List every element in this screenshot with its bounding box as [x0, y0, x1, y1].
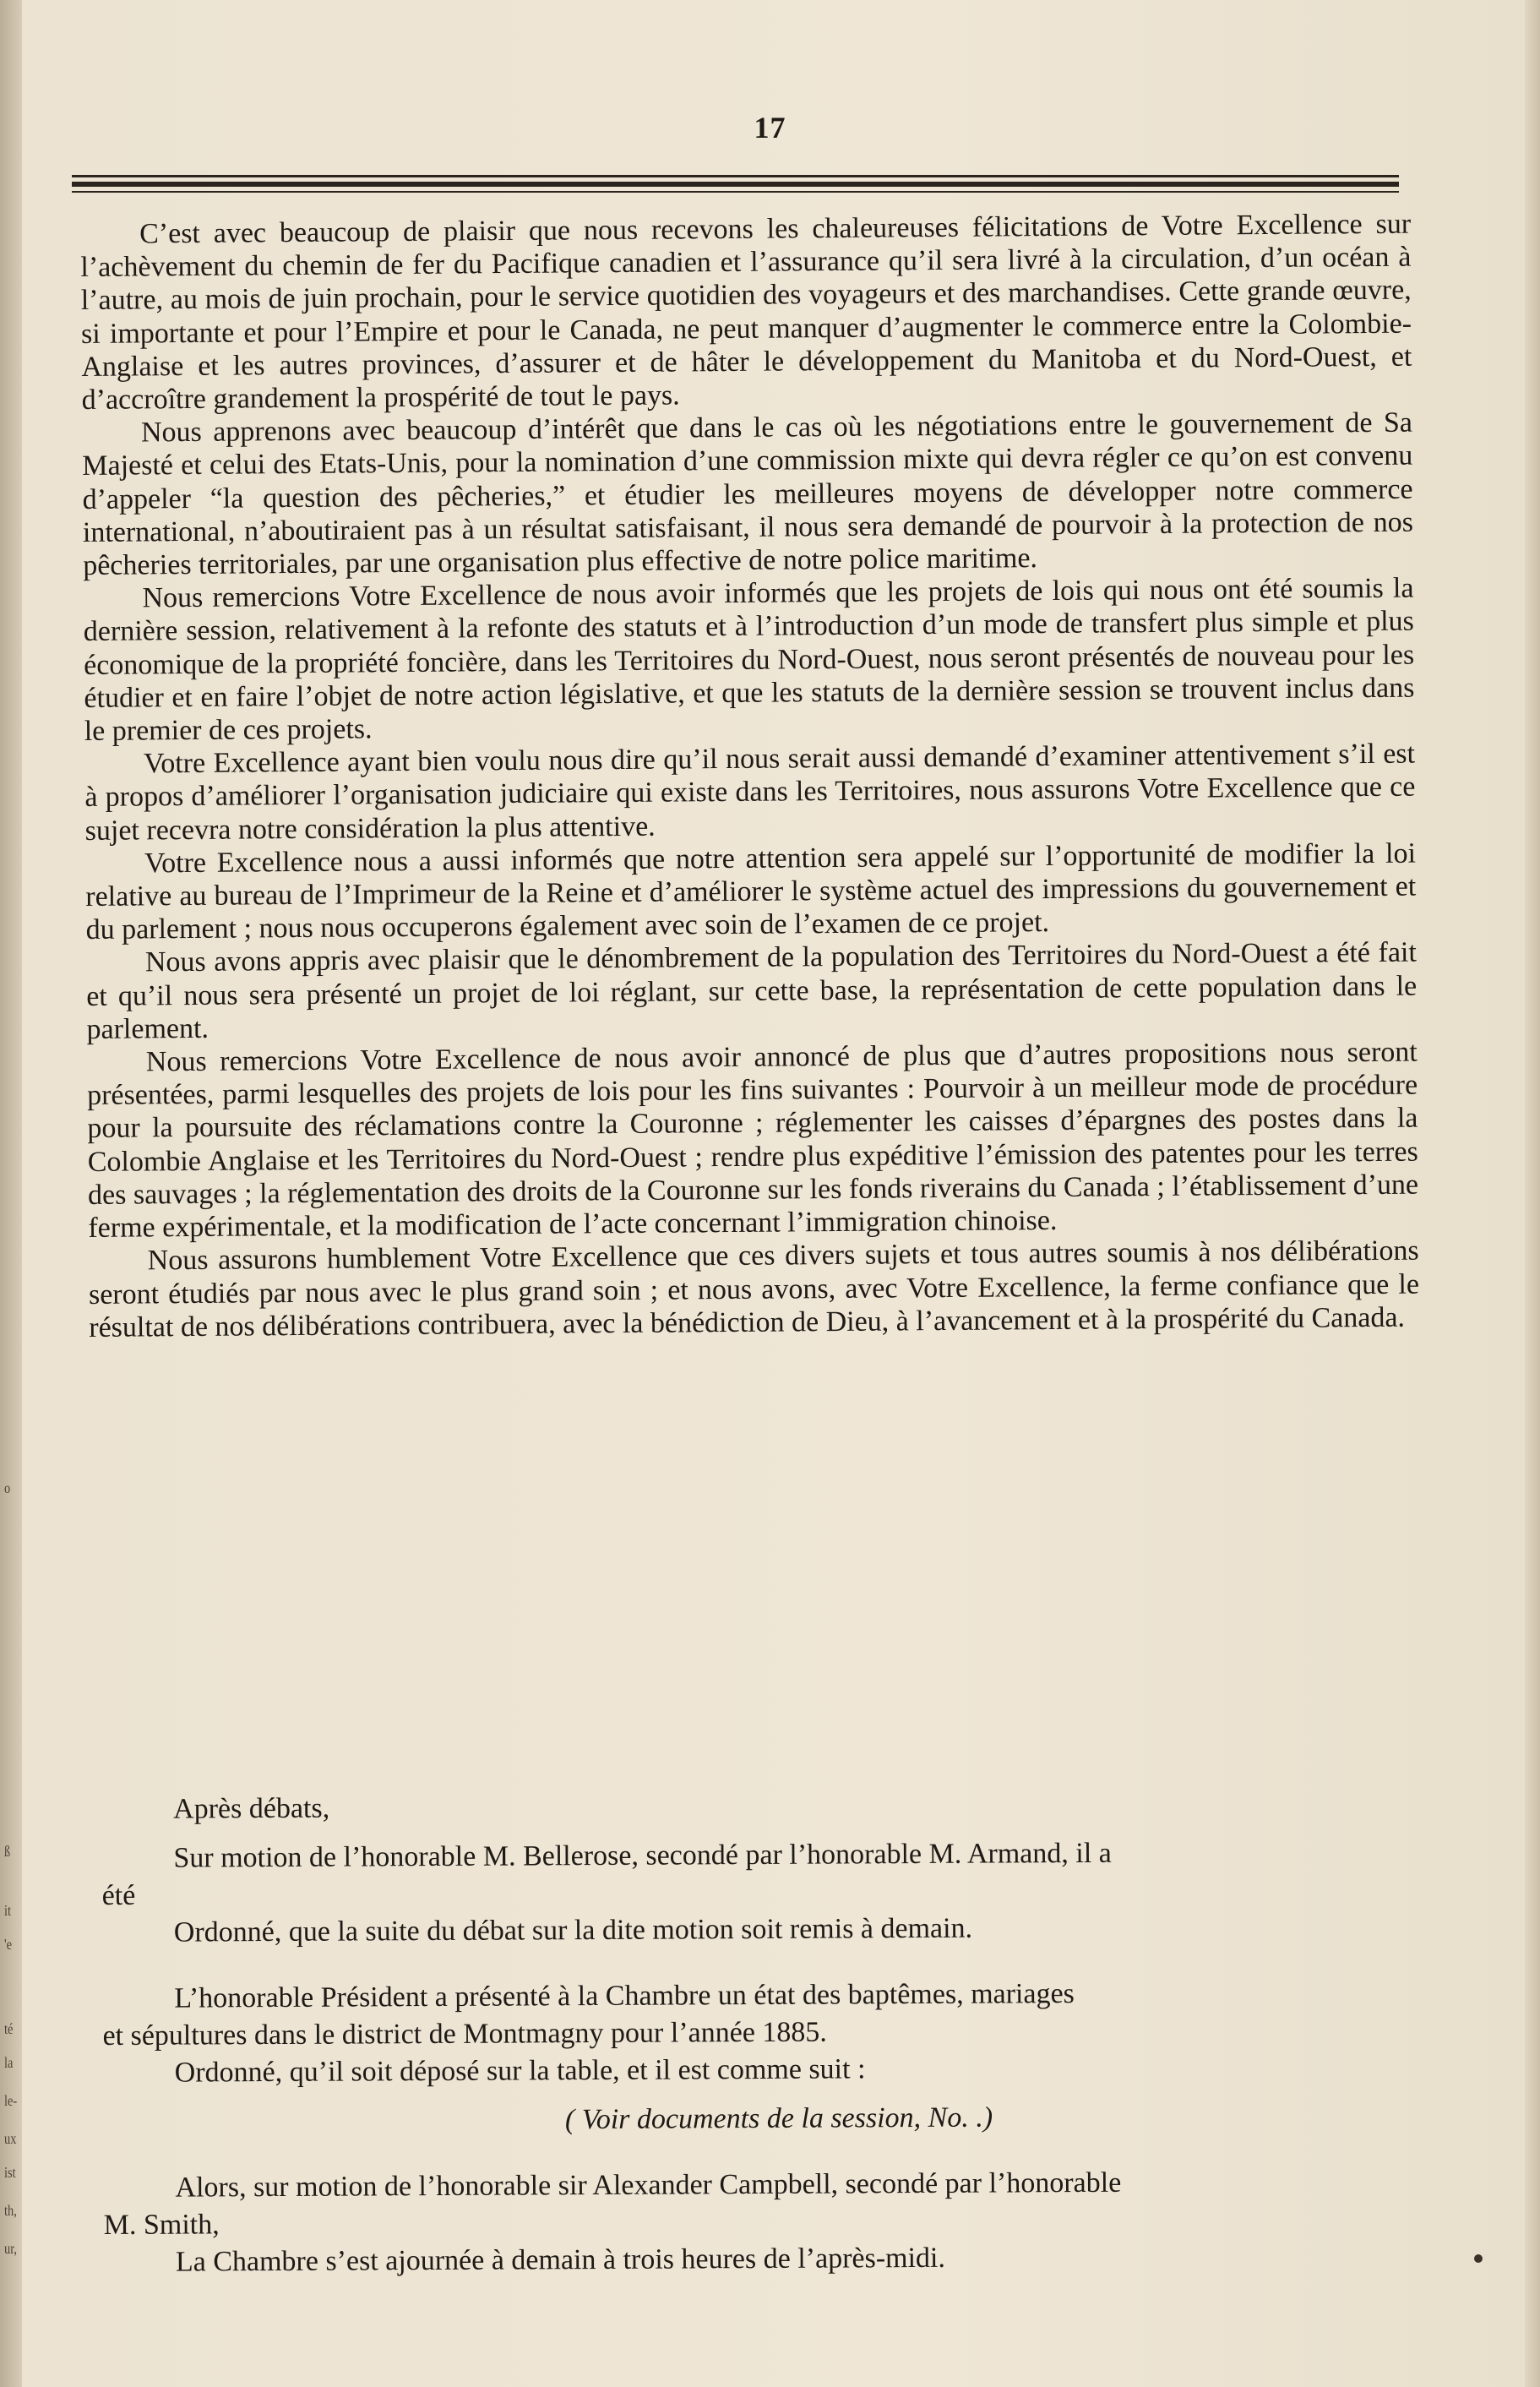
paragraph: Nous assurons humblement Votre Excellence que ces divers sujets et tous autres soumis à nos délibérations seront étudiés par nous avec le plus grand soin ; et nous avons, avec Votre Excellence, la ferme confiance que le résultat de nos délibérations contribuera, avec la bénédiction de Dieu, à l’avancement et à la prospérité du Canada.: [88, 1234, 1420, 1343]
adjournment-statement: La Chambre s’est ajournée à demain à trois heures de l’après-midi.: [175, 2242, 946, 2278]
gutter-fragment: o: [4, 1480, 11, 1496]
gutter-fragment: la: [4, 2054, 14, 2071]
header-rule-thin: [72, 175, 1399, 177]
ordonne-depose: Ordonné, qu’il soit déposé sur la table, et il est comme suit :: [174, 2053, 866, 2089]
facing-page-gutter: [0, 0, 22, 2387]
gutter-fragment: it: [4, 1902, 12, 1919]
paragraph: Nous avons appris avec plaisir que le dénombrement de la population des Territoires du Nord-Ouest a été fait et qu’il nous sera présenté un projet de loi réglant, sur cette base, la représentation de cette population dans le parlement.: [86, 937, 1418, 1045]
gutter-fragment: ß: [4, 1843, 11, 1860]
page-number: 17: [754, 111, 786, 144]
paragraph: C’est avec beaucoup de plaisir que nous recevons les chaleureuses félicitations de Votre Excellence sur l’achèvement du chemin de fer du Pacifique canadien et l’assurance qu’il sera livré à la circulation, d’un océan à l’autre, au mois de juin prochain, pour le service quotidien des voyageurs et des marchandises. Cette grande œuvre, si importante et pour l’Empire et pour le Canada, ne peut manquer d’augmenter le commerce entre la Colombie-Anglaise et les autres provinces, d’assurer et de hâter le développement du Manitoba et du Nord-Ouest, et d’accroître grandement la prospérité de tout le pays.: [80, 208, 1412, 417]
paragraph: Nous apprenons avec beaucoup d’intérêt que dans le cas où les négotiations entre le gouvernement de Sa Majesté et celui des Etats-Unis, pour la nomination d’une commission mixte qui devra régler ce qu’on est convenu d’appeler “la question des pêcheries,” et étudier les meilleures moyens de développer notre commerce international, n’aboutiraient pas à un résultat satisfaisant, il nous sera demandé de pourvoir à la protection de nos pêcheries territoriales, par une organisation plus effective de notre police maritime.: [82, 406, 1414, 582]
ink-speck: [1474, 2254, 1483, 2263]
paragraph: Votre Excellence nous a aussi informés que notre attention sera appelé sur l’opportunité de modifier la loi relative au bureau de l’Imprimeur de la Reine et d’améliorer le système actuel des impressions du gouvernement et du parlement ; nous nous occuperons également avec soin de l’examen de ce projet.: [85, 837, 1417, 946]
gutter-fragment: ist: [4, 2164, 16, 2181]
gutter-fragment: ux: [4, 2130, 17, 2147]
page-edge: [1525, 0, 1540, 2387]
proceedings-section: [101, 1785, 1413, 2281]
adjournment-motion: Alors, sur motion de l’honorable sir Alexander Campbell, secondé par l’honorable: [175, 2166, 1122, 2204]
ordonne-remis: Ordonné, que la suite du débat sur la dite motion soit remis à demain.: [173, 1912, 973, 1948]
president-statement-continued: et sépultures dans le district de Montmagny pour l’année 1885.: [102, 2016, 827, 2052]
address-reply-text: [80, 208, 1419, 1344]
motion-line-continued: été: [101, 1879, 136, 1912]
apres-debats: Après débats,: [173, 1792, 330, 1825]
gutter-fragment: 'e: [4, 1936, 12, 1953]
gutter-fragment: th,: [4, 2202, 17, 2219]
header-rule-thick: [72, 182, 1399, 187]
paragraph: Nous remercions Votre Excellence de nous avoir annoncé de plus que d’autres propositions nous seront présentées, parmi lesquelles des projets de lois pour les fins suivantes : Pourvoir à un meilleur mode de procédure pour la poursuite des réclamations contre la Couronne ; réglementer les caisses d’épargnes des postes dans la Colombie Anglaise et les Territoires du Nord-Ouest ; rendre plus expéditive l’émission des patentes pour les terres des sauvages ; la réglementation des droits de la Couronne sur les fonds riverains du Canada ; l’établissement d’une ferme expérimentale, et la modification de l’acte concernant l’immigration chinoise.: [87, 1036, 1419, 1245]
president-statement: L’honorable Président a présenté à la Chambre un état des baptêmes, mariages: [174, 1978, 1075, 2014]
gutter-fragment: té: [4, 2020, 14, 2037]
document-reference: ( Voir documents de la session, No. .): [564, 2101, 993, 2136]
paragraph: Nous remercions Votre Excellence de nous avoir informés que les projets de lois qui nous ont été soumis la dernière session, relativement à la refonte des statuts et à l’introduction d’un mode de transfert plus simple et plus économique de la propriété foncière, dans les Territoires du Nord-Ouest, nous seront présentés de nouveau pour les étudier et en faire l’objet de notre action législative, et que les statuts de la dernière session se trouvent inclus dans le premier de ces projets.: [83, 572, 1415, 748]
gutter-fragment: le-: [4, 2092, 18, 2109]
header-rule-thin: [72, 191, 1399, 193]
paragraph: Votre Excellence ayant bien voulu nous dire qu’il nous serait aussi demandé d’examiner attentivement s’il est à propos d’améliorer l’organisation judiciaire qui existe dans les Territoires, nous assurons Votre Excellence que ce sujet recevra notre considération la plus attentive.: [84, 738, 1416, 847]
gutter-fragment: ur,: [4, 2240, 18, 2257]
adjournment-motion-continued: M. Smith,: [103, 2209, 220, 2242]
motion-line: Sur motion de l’honorable M. Bellerose, secondé par l’honorable M. Armand, il a: [173, 1837, 1112, 1874]
